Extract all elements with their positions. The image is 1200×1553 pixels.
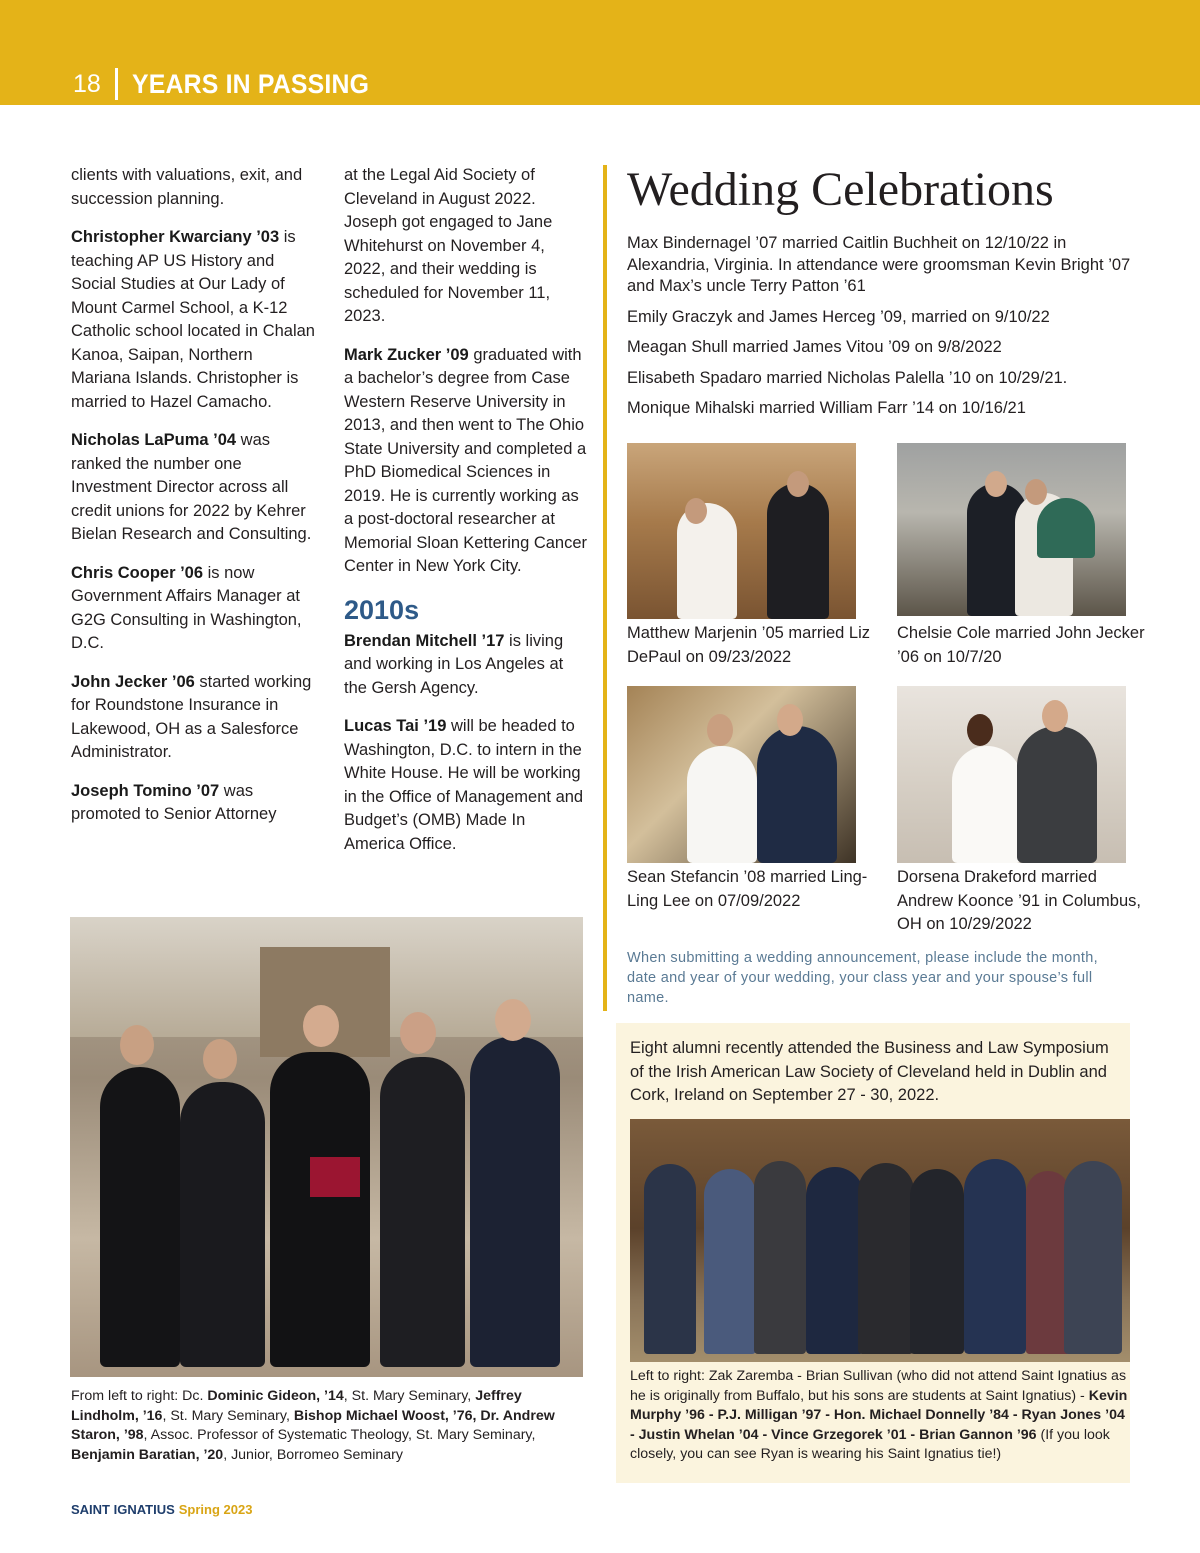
wedding-photo-caption: Dorsena Drakeford married Andrew Koonce ’91 in Columbus, OH on 10/29/2022 <box>897 868 1141 933</box>
alumni-notes-column-1 <box>71 164 316 842</box>
wedding-photo-marjenin <box>627 443 856 619</box>
wedding-photo-jecker <box>897 443 1126 616</box>
wedding-photo-koonce <box>897 686 1126 863</box>
wedding-list-item: Elisabeth Spadaro married Nicholas Palella ’10 on 10/29/21. <box>627 368 1068 387</box>
symposium-text: Eight alumni recently attended the Business and Law Symposium of the Irish American Law Society of Cleveland held in Dublin and Cork, Ireland on September 27 - 30, 2022. <box>630 1039 1109 1104</box>
publication-name: SAINT IGNATIUS <box>71 1502 175 1517</box>
page-footer <box>71 1502 252 1517</box>
wedding-photo-stefancin <box>627 686 856 863</box>
wedding-photo-caption: Sean Stefancin ’08 married Ling-Ling Lee on 07/09/2022 <box>627 868 868 910</box>
page-header <box>73 66 390 102</box>
wedding-section-rule <box>603 165 607 1011</box>
alumni-note: Brendan Mitchell ’17 is living and working in Los Angeles at the Gersh Agency. <box>344 631 564 697</box>
wedding-list-item: Max Bindernagel ’07 married Caitlin Buchheit on 12/10/22 in Alexandria, Virginia. In attendance were groomsman Kevin Bright ’07 and Max’s uncle Terry Patton ’61 <box>627 234 1131 295</box>
wedding-photo-caption: Chelsie Cole married John Jecker ’06 on 10/7/20 <box>897 624 1145 666</box>
alumni-note: Nicholas LaPuma ’04 was ranked the number one Investment Director across all credit unions for 2022 by Kehrer Bielan Research and Consulting. <box>71 431 312 543</box>
page-number: 18 <box>73 69 101 98</box>
wedding-list-item: Emily Graczyk and James Herceg ’09, married on 9/10/22 <box>627 307 1050 326</box>
wedding-title: Wedding Celebrations <box>627 163 1054 216</box>
section-title: YEARS IN PASSING <box>131 68 369 99</box>
alumni-note: Lucas Tai ’19 will be headed to Washington, D.C. to intern in the White House. He will be working in the Office of Management and Budget’s (OMB) Made In America Office. <box>344 717 584 853</box>
header-divider <box>115 68 118 100</box>
symposium-group-photo <box>630 1119 1130 1362</box>
alumni-notes-column-2 <box>344 164 589 871</box>
alumni-note: Joseph Tomino ’07 was promoted to Senior Attorney <box>71 781 277 823</box>
wedding-photo-caption: Matthew Marjenin ’05 married Liz DePaul on 09/23/2022 <box>627 624 871 666</box>
wedding-list <box>627 233 1147 429</box>
issue-name: Spring 2023 <box>178 1502 253 1517</box>
seminary-group-photo <box>70 917 583 1377</box>
alumni-note: clients with valuations, exit, and succession planning. <box>71 166 303 208</box>
decade-heading: 2010s <box>344 594 420 625</box>
symposium-photo-caption: Left to right: Zak Zaremba - Brian Sullivan (who did not attend Saint Ignatius as he is originally from Buffalo, but his sons are students at Saint Ignatius) - Kevin Murphy ’96 - P.J. Milligan ’97 - Hon. Michael Donnelly ’84 - Ryan Jones ’04 - Justin Whelan ’04 - Vince Grzegorek ’01 - Brian Gannon ’96 (If you look closely, you can see Ryan is wearing his Saint Ignatius tie!) <box>630 1368 1128 1463</box>
alumni-note: at the Legal Aid Society of Cleveland in August 2022. Joseph got engaged to Jane Whitehurst on November 4, 2022, and their wedding is scheduled for November 11, 2023. <box>344 166 553 325</box>
alumni-note: Mark Zucker ’09 graduated with a bachelor’s degree from Case Western Reserve University in 2013, and then went to The Ohio State University and completed a PhD Biomedical Sciences in 2019. He is currently working as a post-doctoral researcher at Memorial Sloan Kettering Cancer Center in New York City. <box>344 345 588 575</box>
alumni-note: John Jecker ’06 started working for Roundstone Insurance in Lakewood, OH as a Salesforce Administrator. <box>71 672 312 761</box>
alumni-note: Christopher Kwarciany ’03 is teaching AP US History and Social Studies at Our Lady of Mount Carmel School, a K-12 Catholic school located in Chalan Kanoa, Saipan, Northern Mariana Islands. Christopher is married to Hazel Camacho. <box>71 228 315 411</box>
wedding-list-item: Meagan Shull married James Vitou ’09 on 9/8/2022 <box>627 338 1002 356</box>
wedding-submission-note: When submitting a wedding announcement, please include the month, date and year of your wedding, your class year and your spouse’s full name. <box>627 950 1098 1006</box>
wedding-list-item: Monique Mihalski married William Farr ’14 on 10/16/21 <box>627 399 1026 417</box>
seminary-photo-caption: From left to right: Dc. Dominic Gideon, ’14, St. Mary Seminary, Jeffrey Lindholm, ’16, St. Mary Seminary, Bishop Michael Woost, ’76, Dr. Andrew Staron, ’98, Assoc. Professor of Systematic Theology, St. Mary Seminary, Benjamin Baratian, ’20, Junior, Borromeo Seminary <box>71 1388 555 1463</box>
alumni-note: Chris Cooper ’06 is now Government Affairs Manager at G2G Consulting in Washington, D.C. <box>71 563 302 652</box>
